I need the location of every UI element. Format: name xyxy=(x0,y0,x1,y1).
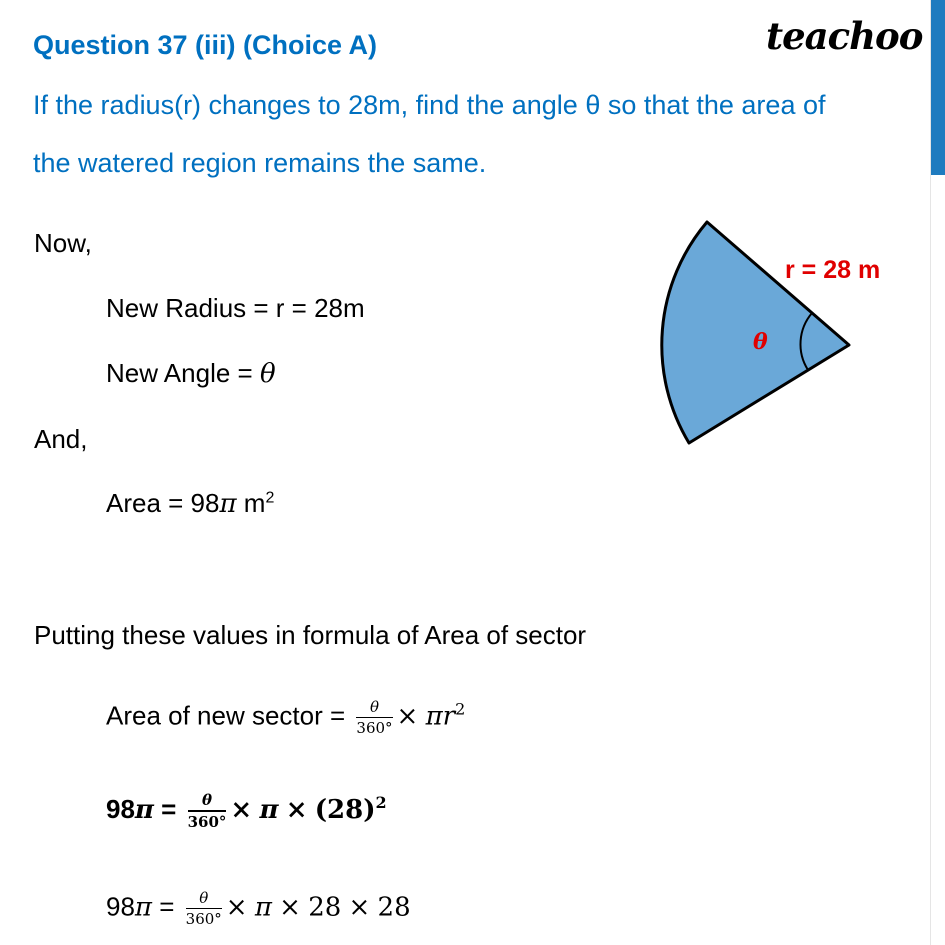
pi-symbol: π xyxy=(254,892,272,923)
eq3-lhs: 98 xyxy=(106,891,135,922)
times-symbol: × xyxy=(225,892,248,923)
angle-fraction xyxy=(188,790,227,832)
theta-symbol: θ xyxy=(259,359,276,389)
equals-sign: = xyxy=(152,891,182,922)
fraction-denominator: 360° xyxy=(356,719,393,737)
fraction-denominator: 360° xyxy=(187,813,227,831)
times-symbol: × xyxy=(279,892,301,923)
times-symbol: × xyxy=(348,892,371,923)
formula-label: Area of new sector = xyxy=(106,700,353,731)
radius-label: r = 28 m xyxy=(785,256,881,284)
pi-r-term: πr xyxy=(425,701,456,732)
eq2-lhs: 98 xyxy=(106,793,135,824)
fraction-numerator: θ xyxy=(186,888,222,909)
angle-label: θ xyxy=(753,329,768,355)
angle-fraction xyxy=(356,697,392,738)
square-superscript: 2 xyxy=(455,699,466,719)
area-label: Area = 98 xyxy=(106,488,220,518)
new-angle-line xyxy=(106,358,276,389)
area-line xyxy=(106,488,274,519)
times-symbol: × xyxy=(396,701,419,732)
pi-symbol: π xyxy=(134,794,154,825)
times-symbol: × xyxy=(285,794,308,825)
now-label: Now, xyxy=(34,228,92,258)
pi-symbol: π xyxy=(259,794,279,825)
twenty-eight-term: (28) xyxy=(314,794,376,825)
angle-fraction xyxy=(186,888,222,929)
putting-values-line: Putting these values in formula of Area of sector xyxy=(34,620,587,650)
sector-formula-line xyxy=(106,697,465,738)
pi-symbol: π xyxy=(134,892,153,923)
question-title: Question 37 (iii) (Choice A) xyxy=(33,30,378,60)
and-label: And, xyxy=(34,424,88,454)
square-superscript: 2 xyxy=(265,489,275,507)
fraction-denominator: 360° xyxy=(185,910,222,928)
question-line-2: the watered region remains the same. xyxy=(33,148,487,178)
equation-line-3 xyxy=(106,888,411,929)
sector-diagram xyxy=(640,210,910,460)
equals-sign: = xyxy=(153,793,184,824)
twenty-eight-a: 28 xyxy=(308,892,342,923)
times-symbol: × xyxy=(230,794,253,825)
question-line-1: If the radius(r) changes to 28m, find the angle θ so that the area of xyxy=(33,90,826,120)
fraction-numerator: θ xyxy=(356,697,392,718)
pi-symbol: π xyxy=(219,489,237,519)
equation-bold-line xyxy=(106,790,387,832)
new-angle-label: New Angle = xyxy=(106,358,260,388)
fraction-numerator: θ xyxy=(188,790,227,812)
scrollbar-thumb[interactable] xyxy=(931,0,945,175)
square-superscript: 2 xyxy=(375,793,387,813)
area-unit: m xyxy=(236,488,266,518)
twenty-eight-b: 28 xyxy=(377,892,411,923)
teachoo-logo: teachoo xyxy=(766,14,923,58)
new-radius-line: New Radius = r = 28m xyxy=(106,293,365,323)
